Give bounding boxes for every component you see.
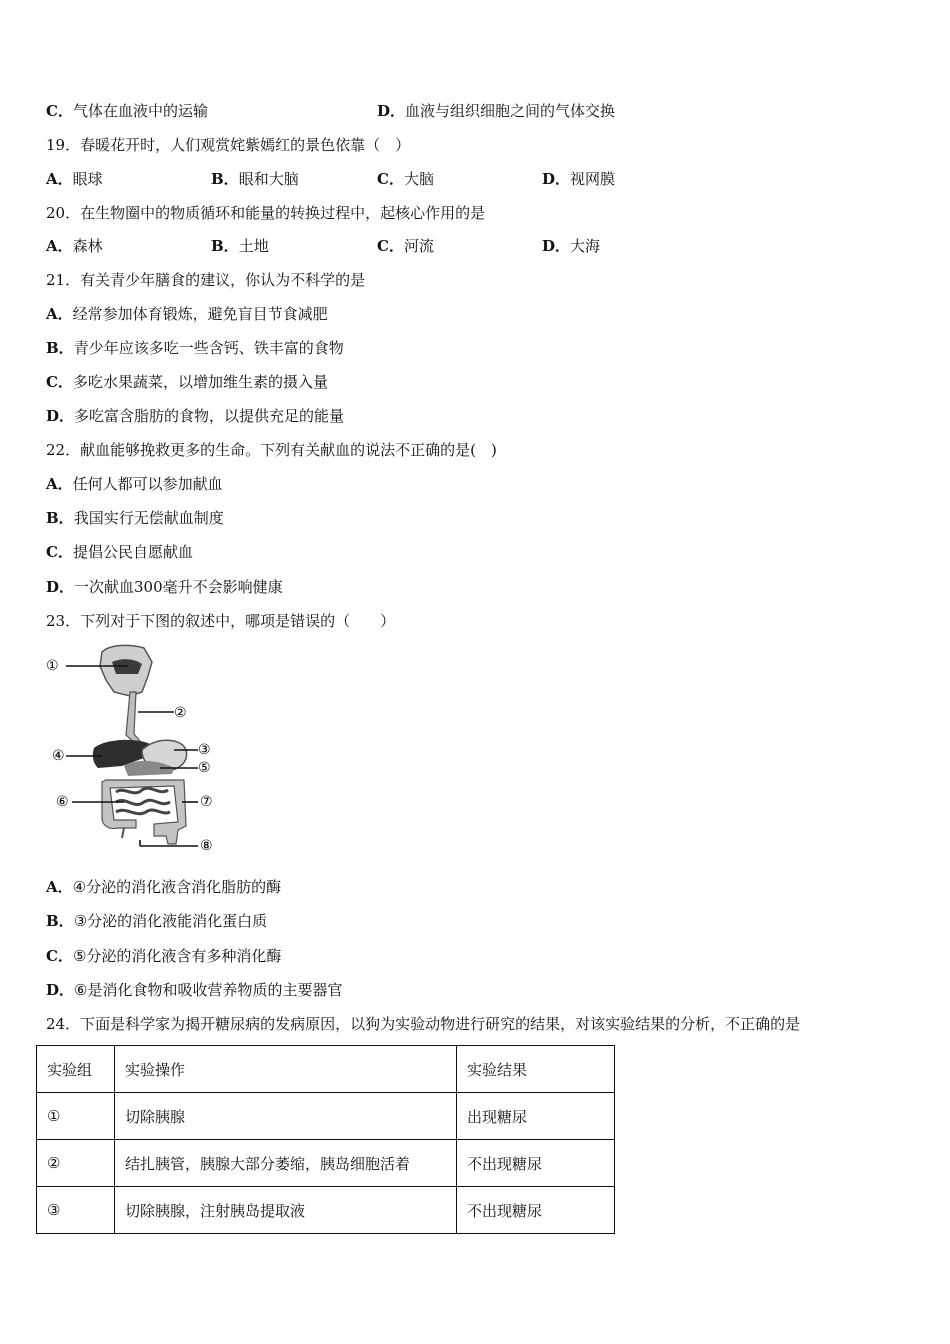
q23-option-b: B．③分泌的消化液能消化蛋白质 bbox=[46, 912, 268, 930]
q22-option-a: A．任何人都可以参加献血 bbox=[46, 475, 223, 493]
label-2: ② bbox=[174, 705, 187, 721]
label-1: ① bbox=[46, 658, 59, 674]
table-header-row bbox=[37, 1046, 615, 1093]
q23-stem: 23．下列对于下图的叙述中，哪项是错误的（ ） bbox=[46, 612, 396, 630]
q18-option-c: C．气体在血液中的运输 bbox=[46, 102, 208, 120]
table-cell: 不出现糖尿 bbox=[457, 1187, 615, 1234]
q21-option-a: A．经常参加体育锻炼，避免盲目节食减肥 bbox=[46, 305, 328, 323]
label-8: ⑧ bbox=[200, 838, 213, 852]
q23-option-c: C．⑤分泌的消化液含有多种消化酶 bbox=[46, 947, 282, 965]
q19-stem: 19．春暖花开时，人们观赏姹紫嫣红的景色依靠（ ） bbox=[46, 136, 411, 154]
q22-stem: 22．献血能够挽救更多的生命。下列有关献血的说法不正确的是( ) bbox=[46, 441, 497, 459]
q20-stem: 20．在生物圈中的物质循环和能量的转换过程中，起核心作用的是 bbox=[46, 204, 486, 222]
table-cell: 出现糖尿 bbox=[457, 1093, 615, 1140]
q19-option-c: C．大脑 bbox=[377, 170, 434, 188]
header-cell-result: 实验结果 bbox=[457, 1046, 615, 1093]
label-4: ④ bbox=[52, 748, 65, 764]
q21-stem: 21．有关青少年膳食的建议，你认为不科学的是 bbox=[46, 271, 366, 289]
q18-option-d: D．血液与组织细胞之间的气体交换 bbox=[377, 102, 616, 120]
header-cell-operation: 实验操作 bbox=[115, 1046, 457, 1093]
label-3: ③ bbox=[198, 742, 211, 758]
experiment-table bbox=[36, 1045, 615, 1234]
q22-option-d: D．一次献血300毫升不会影响健康 bbox=[46, 578, 283, 596]
q23-option-d: D．⑥是消化食物和吸收营养物质的主要器官 bbox=[46, 981, 343, 999]
q23-option-a: A．④分泌的消化液含消化脂肪的酶 bbox=[46, 878, 282, 896]
table-cell: ① bbox=[37, 1093, 115, 1140]
q22-option-c: C．提倡公民自愿献血 bbox=[46, 543, 193, 561]
q19-option-b: B．眼和大脑 bbox=[211, 170, 299, 188]
q22-option-b: B．我国实行无偿献血制度 bbox=[46, 509, 224, 527]
q19-option-a: A．眼球 bbox=[46, 170, 103, 188]
table-cell: 切除胰腺，注射胰岛提取液 bbox=[115, 1187, 457, 1234]
q20-option-d: D．大海 bbox=[542, 237, 601, 255]
table-cell: ③ bbox=[37, 1187, 115, 1234]
table-row bbox=[37, 1093, 615, 1140]
small-intestine-shape bbox=[116, 788, 170, 813]
q21-option-c: C．多吃水果蔬菜，以增加维生素的摄入量 bbox=[46, 373, 328, 391]
q20-option-a: A．森林 bbox=[46, 237, 103, 255]
label-6: ⑥ bbox=[56, 794, 69, 810]
table-cell: 不出现糖尿 bbox=[457, 1140, 615, 1187]
q21-option-b: B．青少年应该多吃一些含钙、铁丰富的食物 bbox=[46, 339, 344, 357]
appendix-shape bbox=[122, 828, 124, 838]
table-cell: ② bbox=[37, 1140, 115, 1187]
label-7: ⑦ bbox=[200, 794, 213, 810]
table-cell: 结扎胰管，胰腺大部分萎缩，胰岛细胞活着 bbox=[115, 1140, 457, 1187]
table-cell: 切除胰腺 bbox=[115, 1093, 457, 1140]
table-row bbox=[37, 1140, 615, 1187]
digestive-system-diagram bbox=[44, 640, 224, 852]
label-5: ⑤ bbox=[198, 760, 211, 776]
header-cell-group: 实验组 bbox=[37, 1046, 115, 1093]
table-row bbox=[37, 1187, 615, 1234]
q20-option-c: C．河流 bbox=[377, 237, 434, 255]
q20-option-b: B．土地 bbox=[211, 237, 269, 255]
q19-option-d: D．视网膜 bbox=[542, 170, 616, 188]
q24-stem: 24．下面是科学家为揭开糖尿病的发病原因，以狗为实验动物进行研究的结果，对该实验结果的分析，不正确的是 bbox=[46, 1015, 801, 1033]
q21-option-d: D．多吃富含脂肪的食物，以提供充足的能量 bbox=[46, 407, 345, 425]
